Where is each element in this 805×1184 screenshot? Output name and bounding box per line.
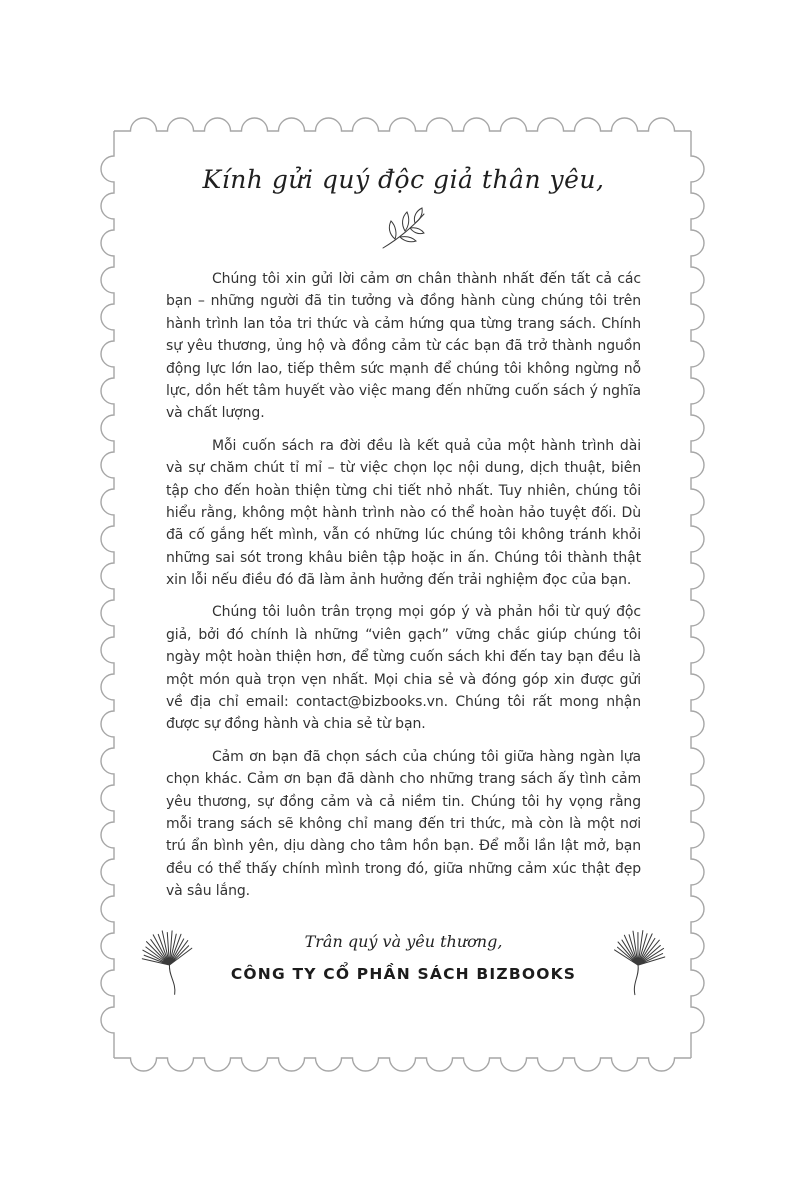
signoff-row xyxy=(166,917,641,999)
ginkgo-leaf-icon xyxy=(604,917,674,999)
letter-paragraph: Mỗi cuốn sách ra đời đều là kết quả của một hành trình dài và sự chăm chút tỉ mỉ – từ việc chọn lọc nội dung, dịch thuật, biên tập cho đến hoàn thiện từng chi tiết nhỏ nhất. Tuy nhiên, chúng tôi hiểu rằng, không một hành trình nào có thể hoàn hảo tuyệt đối. Dù đã cố gắng hết mình, vẫn có những lúc chúng tôi không tránh khỏi những sai sót trong khâu biên tập hoặc in ấn. Chúng tôi thành thật xin lỗi nếu điều đó đã làm ảnh hưởng đến trải nghiệm đọc của bạn. xyxy=(166,437,641,589)
letter-paragraph: Chúng tôi luôn trân trọng mọi góp ý và phản hồi từ quý độc giả, bởi đó chính là những “viên gạch” vững chắc giúp chúng tôi ngày một hoàn thiện hơn, để từng cuốn sách khi đến tay bạn đều là một món quà trọn vẹn nhất. Mọi chia sẻ và đóng góp xin được gửi về địa chỉ email: contact@bizbooks.vn. Chúng tôi rất mong nhận được sự đồng hành và chia sẻ từ bạn. xyxy=(166,604,641,733)
signoff-block xyxy=(231,932,576,983)
signoff-text: Trân quý và yêu thương, xyxy=(304,932,503,952)
letter-paragraph: Chúng tôi xin gửi lời cảm ơn chân thành nhất đến tất cả các bạn – những người đã tin tưởng và đồng hành cùng chúng tôi trên hành trình lan tỏa tri thức và cảm hứng qua từng trang sách. Chính sự yêu thương, ủng hộ và đồng cảm từ các bạn đã trở thành nguồn động lực lớn lao, tiếp thêm sức mạnh để chúng tôi không ngừng nỗ lực, dồn hết tâm huyết vào việc mang đến những cuốn sách ý nghĩa và chất lượng. xyxy=(166,271,641,422)
letter-content xyxy=(114,131,691,1058)
company-name: CÔNG TY CỔ PHẦN SÁCH BIZBOOKS xyxy=(230,965,577,984)
leaf-sprig-icon xyxy=(166,206,641,252)
letter-title: Kính gửi quý độc giả thân yêu, xyxy=(202,165,605,194)
letter-paragraph: Cảm ơn bạn đã chọn sách của chúng tôi giữa hàng ngàn lựa chọn khác. Cảm ơn bạn đã dành cho những trang sách ấy tình cảm yêu thương, sự đồng cảm và cả niềm tin. Chúng tôi hy vọng rằng mỗi trang sách sẽ không chỉ mang đến tri thức, mà còn là một nơi trú ẩn bình yên, dịu dàng cho tâm hồn bạn. Để mỗi lần lật mở, bạn đều có thể thấy chính mình trong đó, giữa những cảm xúc thật đẹp và sâu lắng. xyxy=(166,748,641,900)
ginkgo-leaf-icon xyxy=(133,917,203,999)
